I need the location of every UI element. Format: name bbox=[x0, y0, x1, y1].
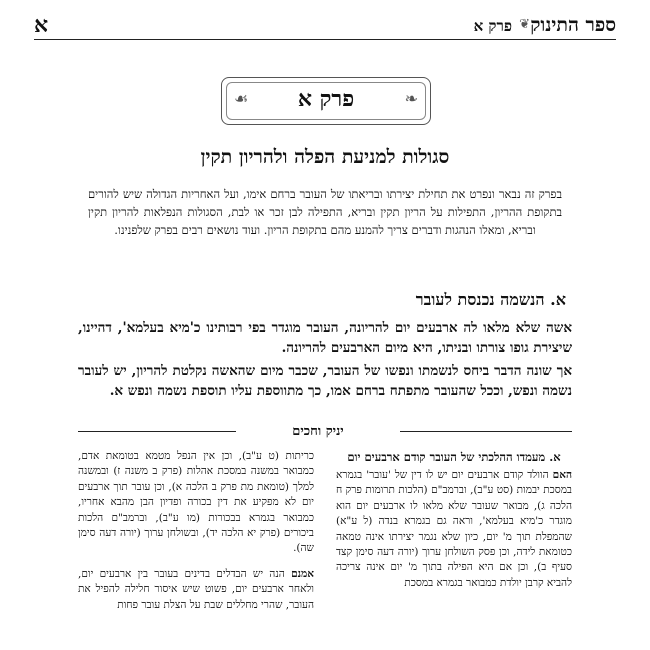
chapter-intro: בפרק זה נבאר ונפרט את תחילת יצירתו ובריאתו של העובר ברחם אימו, ועל האחריות הגדולה שיש להורים בתקופת ההריון, התפילות על הריון תקין ובריא, התפילה לבן זכר או לבת, הסגולות הנפלאות להריון תקין ובריא, ומאלו הנהגות ודברים צריך להמנע מהם בתקופת הריון. ועוד נושאים רבים בפרק שלפנינו. bbox=[88, 187, 562, 237]
page-number: א bbox=[34, 12, 49, 38]
fleuron-icon: ❦ bbox=[519, 17, 530, 32]
chapter-title-frame bbox=[221, 77, 431, 125]
chapter-title: פרק א bbox=[297, 86, 355, 112]
swirl-ornament-icon: ❧ bbox=[404, 89, 418, 108]
note-text: הוולד קודם ארבעים יום יש לו דין של 'עובר' בגמרא במסכת יבמות (סט ע"ב), וברמב"ם (הלכות תרומות פרק ח הלכה ג), מבואר שעובר שלא מלאו לו ארבעים יום הוא מוגדר כ'מיא בעלמא', וראה גם בגמרא בנדה (ל ע"א) שהמפלת תוך מ' יום, כיון שלא נגמר יצירתו אינה טמאה כטומאת לידה, וכן פסק השולחן ערוך (יורה דעה סימן קצד סעיף ב), וכן אם היא הפילה בתוך מ' יום אינה צריכה להביא קרבן יולדת כמבואר בגמרא במסכת bbox=[336, 469, 572, 589]
section-heading: א. הנשמה נכנסת לעובר bbox=[415, 290, 566, 309]
notes-column-right bbox=[336, 449, 572, 591]
note-text: הנה יש הבדלים בדינים בעובר בין ארבעים יום, ולאחר ארבעים יום, פשוט שיש איסור חלילה להפיל את העובר, שהרי מחללים שבת על הצלת עובר פחות bbox=[78, 567, 314, 611]
note-paragraph bbox=[78, 567, 314, 613]
chapter-subtitle: סגולות למניעת הפלה ולהריון תקין bbox=[200, 146, 450, 168]
note-heading: א. מעמדו ההלכתי של העובר קודם ארבעים יום bbox=[347, 450, 561, 464]
main-paragraph: אך שונה הדבר ביחס לנשמתו ונפשו של העובר, שכבר מיום שהאשה נקלטת להריון, יש לעובר נשמה ונפש, וככל שהעובר מתפתח ברחם אמו, כך מתווספת עליו תוספת נשמה ונפש א. bbox=[78, 363, 572, 399]
main-paragraph: אשה שלא מלאו לה ארבעים יום להריונה, העובר מוגדר בפי רבותינו כ'מיא בעלמא', דהיינו, שיצירת גופו צורתו ובניתו, היא מיום הארבעים להריונה. bbox=[78, 320, 572, 356]
header-chapter-ref: פרק א bbox=[473, 17, 512, 35]
book-title: ספר התינוק bbox=[530, 14, 616, 36]
notes-divider bbox=[78, 431, 236, 432]
running-header bbox=[34, 14, 616, 38]
notes-column-left bbox=[78, 449, 314, 613]
note-text: כריתות (ט ע"ב), וכן אין הנפל מטמא בטומאת אדם, כמבואר במשנה במסכת אהלות (פרק ב משנה ז) ובמשנה למלך (טומאת מת פרק ב הלכה א), וכן עובר תוך ארבעים יום לא מפקיע את דין בכורה ופדיון הבן מהבא אחריו, כמבואר בגמרא בבכורות (מו ע"ב), וברמב"ם הלכות ביכורים (פרק יא הלכה יד), ובשולחן ערוך (יורה דעה סימן שה). bbox=[78, 450, 314, 555]
note-paragraph bbox=[336, 468, 572, 591]
notes-title: יניק וחכים bbox=[292, 424, 344, 439]
note-lead-word: אמנם bbox=[291, 567, 314, 580]
note-lead-word: האם bbox=[552, 469, 572, 481]
swirl-ornament-icon: ☙ bbox=[234, 89, 249, 108]
header-divider bbox=[34, 39, 616, 40]
notes-divider bbox=[400, 431, 572, 432]
